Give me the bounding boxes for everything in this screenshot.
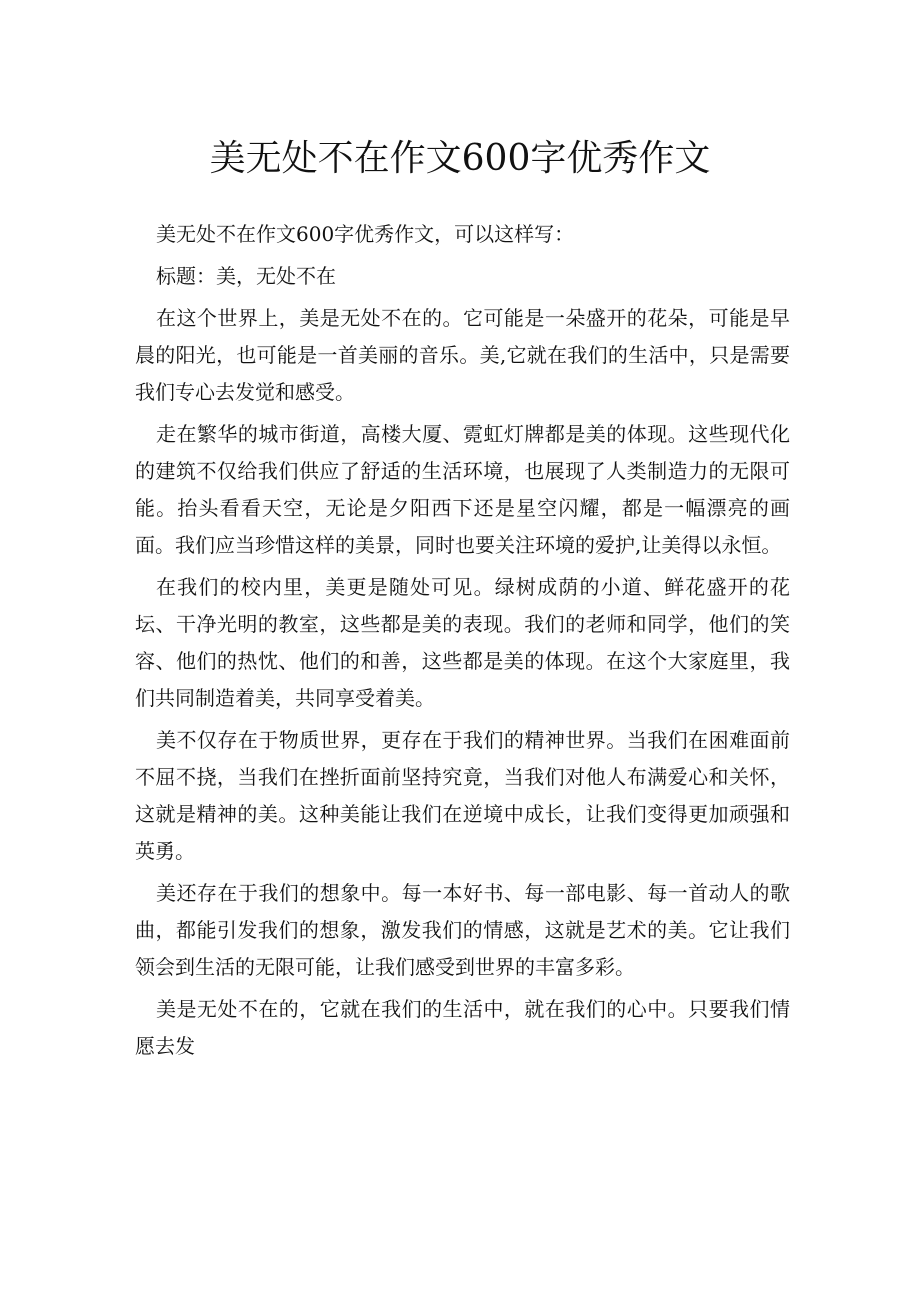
paragraph-intro: 美无处不在作文600字优秀作文，可以这样写： bbox=[156, 222, 575, 246]
document-title: 美无处不在作文600字优秀作文 bbox=[209, 138, 711, 179]
paragraph: 在这个世界上，美是无处不在的。它可能是一朵盛开的花朵，可能是早晨的阳光，也可能是一首美丽的音乐。美,它就在我们的生活中，只是需要我们专心去发觉和感受。 bbox=[135, 306, 790, 404]
document-body bbox=[135, 216, 790, 1070]
paragraph: 美是无处不在的，它就在我们的生活中，就在我们的心中。只要我们情愿去发 bbox=[135, 997, 790, 1058]
paragraph: 走在繁华的城市街道，高楼大厦、霓虹灯牌都是美的体现。这些现代化的建筑不仅给我们供应了舒适的生活环境，也展现了人类制造力的无限可能。抬头看看天空，无论是夕阳西下还是星空闪耀，都是一幅漂亮的画面。我们应当珍惜这样的美景，同时也要关注环境的爱护,让美得以永恒。 bbox=[135, 422, 790, 557]
paragraph-heading: 标题：美，无处不在 bbox=[156, 264, 336, 288]
paragraph: 美还存在于我们的想象中。每一本好书、每一部电影、每一首动人的歌曲，都能引发我们的想象，激发我们的情感，这就是艺术的美。它让我们领会到生活的无限可能，让我们感受到世界的丰富多彩。 bbox=[135, 881, 790, 979]
paragraph: 在我们的校内里，美更是随处可见。绿树成荫的小道、鲜花盛开的花坛、干净光明的教室，这些都是美的表现。我们的老师和同学，他们的笑容、他们的热忱、他们的和善，这些都是美的体现。在这个大家庭里，我们共同制造着美，共同享受着美。 bbox=[135, 575, 790, 710]
paragraph: 美不仅存在于物质世界，更存在于我们的精神世界。当我们在困难面前不屈不挠，当我们在挫折面前坚持究竟，当我们对他人布满爱心和关怀，这就是精神的美。这种美能让我们在逆境中成长，让我们变得更加顽强和英勇。 bbox=[135, 728, 790, 863]
